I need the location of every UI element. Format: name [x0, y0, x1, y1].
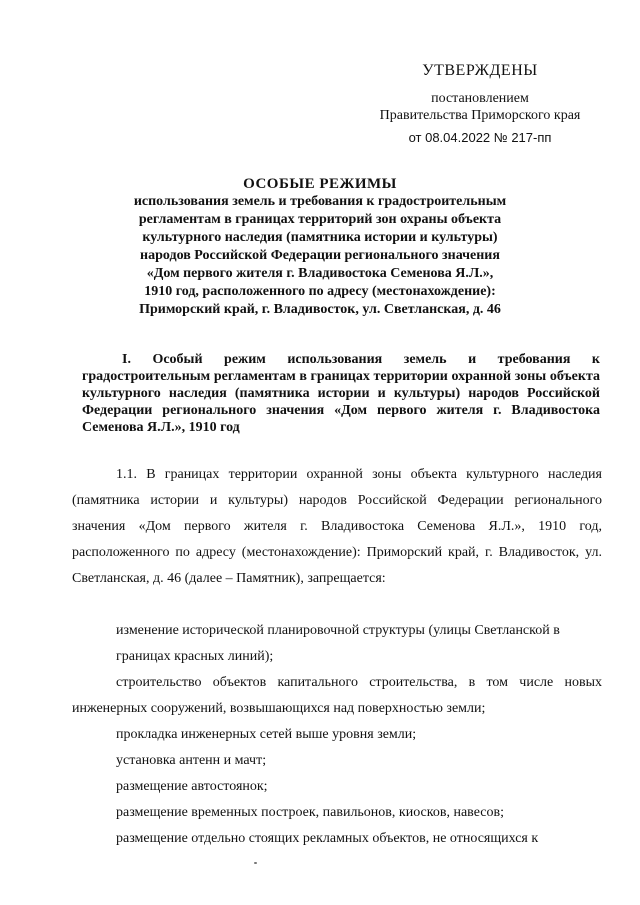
title-line: Приморский край, г. Владивосток, ул. Светланская, д. 46 [139, 302, 501, 317]
title-heading: ОСОБЫЕ РЕЖИМЫ [243, 176, 397, 192]
section-heading [82, 351, 600, 436]
list-item: прокладка инженерных сетей выше уровня земли; [116, 727, 417, 742]
list-item: изменение исторической планировочной структуры (улицы Светланской в границах красных линий); [116, 623, 560, 664]
title-line: 1910 год, расположенного по адресу (местонахождение): [144, 284, 496, 299]
prohibitions-list [72, 618, 602, 852]
list-item: установка антенн и мачт; [116, 753, 267, 768]
title-line: «Дом первого жителя г. Владивостока Семенова Я.Л.», [146, 266, 494, 281]
clause-1-1 [72, 462, 602, 592]
approval-date: от 08.04.2022 № 217-пп [408, 130, 552, 145]
list-item: размещение автостоянок; [116, 779, 268, 794]
approval-line-2: Правительства Приморского края [379, 108, 581, 123]
list-item: строительство объектов капитального строительства, в том числе новых инженерных сооружений, возвышающихся над поверхностью земли; [72, 675, 602, 716]
title-line: культурного наследия (памятника истории и культуры) [142, 230, 498, 245]
document-title [110, 175, 530, 319]
title-line: народов Российской Федерации регионального значения [140, 248, 500, 263]
clause-1-1-text: 1.1. В границах территории охранной зоны объекта культурного наследия (памятника истории и культуры) народов Российской Федерации регионального значения «Дом первого жителя г. Владивостока Семенова Я.Л.», 1910 год, расположенного по адресу (местонахождение): Приморский край, г. Владивосток, ул. Светланская, д. 46 (далее – Памятник), запрещается: [72, 467, 602, 586]
approval-line-1: постановлением [431, 91, 529, 106]
title-line: использования земель и требования к градостроительным [133, 194, 507, 209]
approval-block [360, 62, 600, 145]
scan-speck [254, 862, 257, 864]
list-item: размещение временных построек, павильонов, киосков, навесов; [116, 805, 504, 820]
approval-title: УТВЕРЖДЕНЫ [422, 62, 538, 79]
title-line: регламентам в границах территорий зон охраны объекта [138, 212, 502, 227]
section-heading-text: I. Особый режим использования земель и требования к градостроительным регламентам в границах территории охранной зоны объекта культурного наследия (памятника истории и культуры) народов Российской Федерации регионального значения «Дом первого жителя г. Владивостока Семенова Я.Л.», 1910 год [82, 352, 600, 435]
list-item: размещение отдельно стоящих рекламных объектов, не относящихся к [116, 831, 539, 846]
